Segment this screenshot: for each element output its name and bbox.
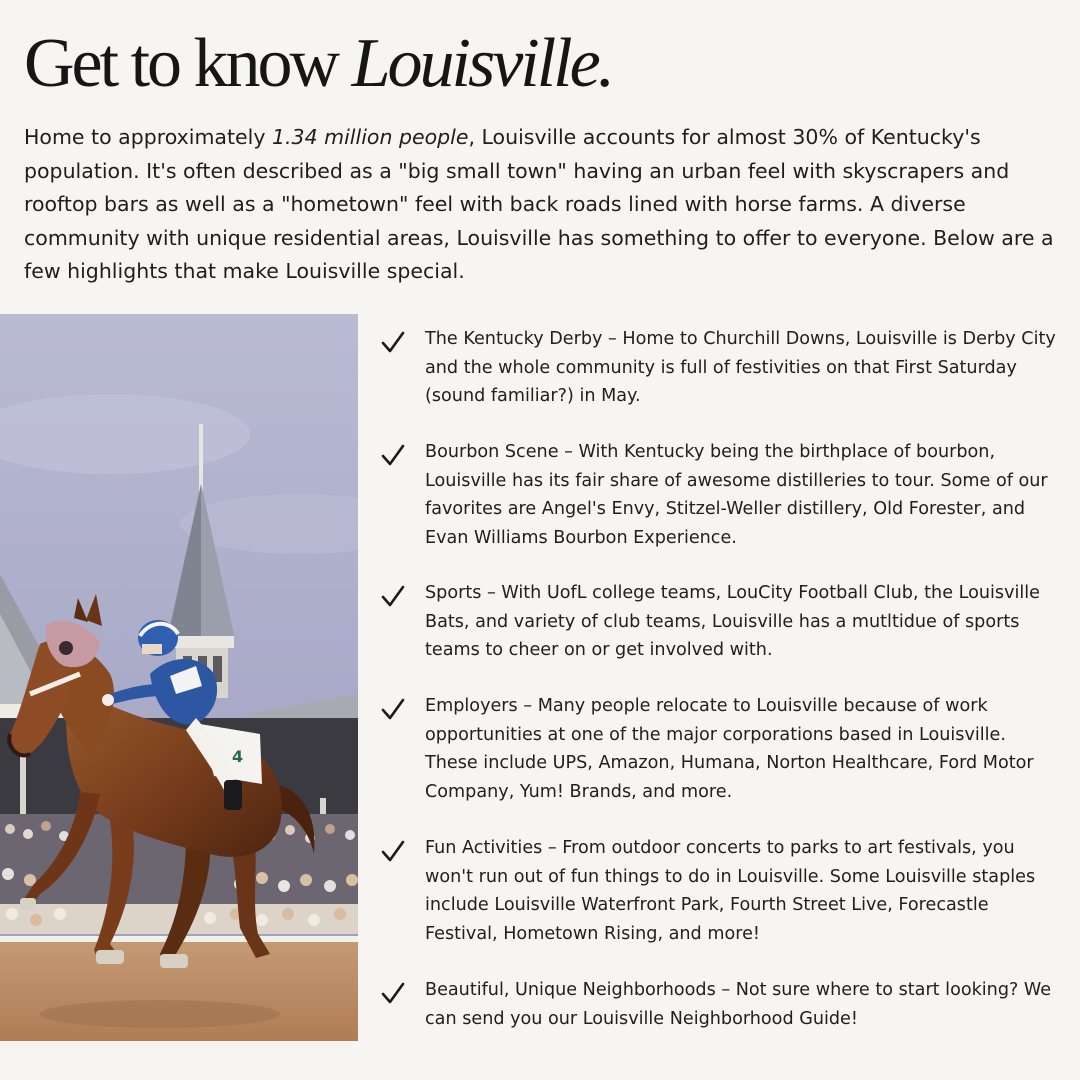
page-title [24,22,612,106]
checkmark-icon [380,583,406,609]
intro-text-start: Home to approximately [24,125,272,149]
highlight-text: Fun Activities – From outdoor concerts to parks to art festivals, you won't run out of fun things to do in Louisville. Some Louisville staples include Louisville Waterfront Park, Fourth Street Live, Forecastle Festival, Hometown Rising, and more! [425,838,1036,944]
checkmark-icon [380,838,406,864]
svg-text:4: 4 [232,747,244,766]
racehorse-photo [0,314,358,1041]
intro-paragraph [24,121,1060,289]
checkmark-icon [380,696,406,722]
highlight-text: Employers – Many people relocate to Louisville because of work opportunities at one of the major corporations based in Louisville. These include UPS, Amazon, Humana, Norton Healthcare, Ford Motor Company, Yum! Brands, and more. [425,696,1034,802]
highlight-text: Sports – With UofL college teams, LouCity Football Club, the Louisville Bats, and variety of club teams, Louisville has a mutltidue of sports teams to cheer on or get involved with. [425,583,1040,660]
checkmark-icon [380,329,406,355]
highlight-text: The Kentucky Derby – Home to Churchill Downs, Louisville is Derby City and the whole community is full of festivities on that First Saturday (sound familiar?) in May. [425,329,1056,406]
checkmark-icon [380,980,406,1006]
title-prefix: Get to know [24,25,338,102]
highlight-text: Beautiful, Unique Neighborhoods – Not sure where to start looking? We can send you our Louisville Neighborhood Guide! [425,980,1052,1029]
checkmark-icon [380,442,406,468]
intro-text-rest: , Louisville accounts for almost 30% of Kentucky's population. It's often described as a "big small town" having an urban feel with skyscrapers and rooftop bars as well as a "hometown" feel with back roads lined with horse farms. A diverse community with unique residential areas, Louisville has something to offer to everyone. Below are a few highlights that make Louisville special. [24,125,1054,284]
title-emphasis: Louisville. [351,25,613,102]
intro-population-emphasis: 1.34 million people [271,125,469,149]
highlight-text: Bourbon Scene – With Kentucky being the birthplace of bourbon, Louisville has its fair share of awesome distilleries to tour. Some of our favorites are Angel's Envy, Stitzel-Weller distillery, Old Forester, and Evan Williams Bourbon Experience. [425,442,1048,548]
